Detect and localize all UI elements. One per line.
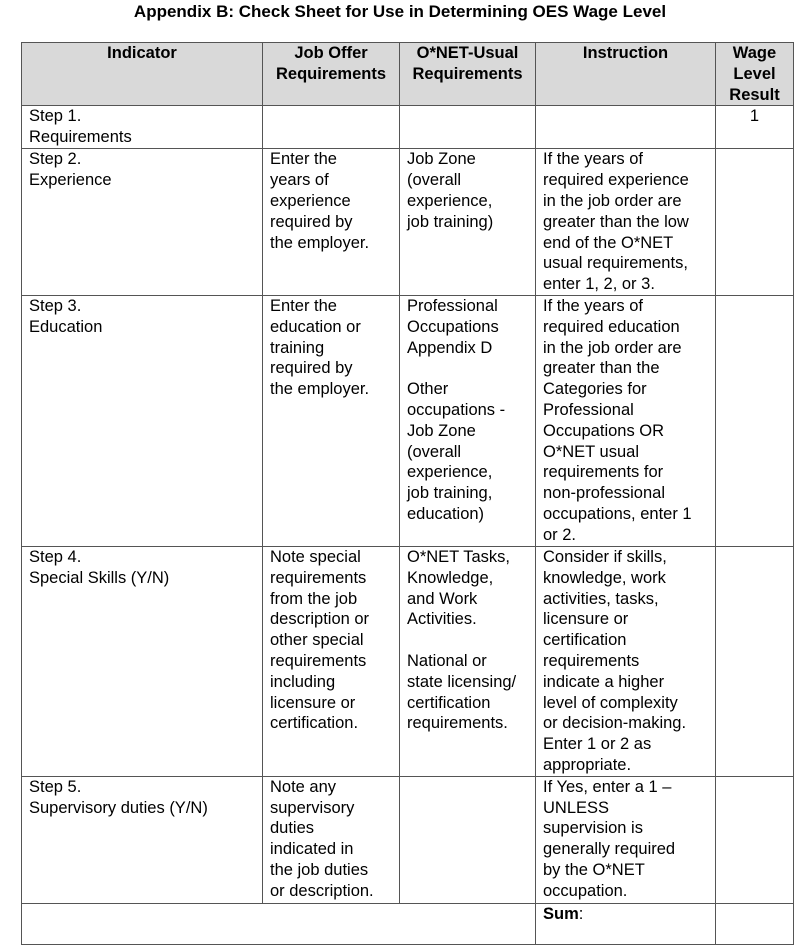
- cell-job-offer: [263, 106, 400, 149]
- cell-indicator: Step 1. Requirements: [22, 106, 263, 149]
- page-title: [0, 2, 800, 22]
- title-text: : Check Sheet for Use in Determining OES Wage Level: [228, 2, 667, 21]
- cell-onet: [400, 106, 536, 149]
- header-wage-level: Wage Level Result: [716, 43, 794, 106]
- cell-indicator: Step 5. Supervisory duties (Y/N): [22, 776, 263, 903]
- cell-wage: [716, 776, 794, 903]
- cell-indicator: Step 2. Experience: [22, 149, 263, 296]
- cell-indicator: Step 3. Education: [22, 295, 263, 546]
- cell-onet: [400, 776, 536, 903]
- cell-wage: [716, 149, 794, 296]
- cell-onet: Professional Occupations Appendix D Other occupations - Job Zone (overall experience, job training, education): [400, 295, 536, 546]
- header-instruction: Instruction: [536, 43, 716, 106]
- sum-value: [716, 903, 794, 944]
- cell-instruction: If Yes, enter a 1 – UNLESS supervision is generally required by the O*NET occupation.: [536, 776, 716, 903]
- cell-instruction: If the years of required experience in the job order are greater than the low end of the O*NET usual requirements, enter 1, 2, or 3.: [536, 149, 716, 296]
- table-row-step5: [22, 776, 794, 903]
- cell-wage: [716, 546, 794, 776]
- table-row-step3: [22, 295, 794, 546]
- header-indicator: Indicator: [22, 43, 263, 106]
- cell-wage: 1: [716, 106, 794, 149]
- wage-level-check-sheet: [21, 42, 794, 945]
- table-row-step1: [22, 106, 794, 149]
- sum-label: Sum: [543, 904, 579, 923]
- table-row-step2: [22, 149, 794, 296]
- header-job-offer: Job Offer Requirements: [263, 43, 400, 106]
- cell-instruction: Consider if skills, knowledge, work activities, tasks, licensure or certification requirements indicate a higher level of complexity or decision-making. Enter 1 or 2 as appropriate.: [536, 546, 716, 776]
- cell-job-offer: Note special requirements from the job description or other special requirements including licensure or certification.: [263, 546, 400, 776]
- sum-row-blank: [22, 903, 536, 944]
- cell-onet: O*NET Tasks, Knowledge, and Work Activities. National or state licensing/ certification requirements.: [400, 546, 536, 776]
- table-row-step4: [22, 546, 794, 776]
- cell-job-offer: Note any supervisory duties indicated in the job duties or description.: [263, 776, 400, 903]
- header-row: [22, 43, 794, 106]
- cell-indicator: Step 4. Special Skills (Y/N): [22, 546, 263, 776]
- sum-cell: [536, 903, 716, 944]
- header-onet-usual: O*NET-Usual Requirements: [400, 43, 536, 106]
- title-lead: Appendix B: [133, 2, 229, 21]
- table-row-sum: [22, 903, 794, 944]
- cell-job-offer: Enter the education or training required by the employer.: [263, 295, 400, 546]
- cell-instruction: If the years of required education in the job order are greater than the Categories for Professional Occupations OR O*NET usual requirements for non-professional occupations, enter 1 or 2.: [536, 295, 716, 546]
- sum-colon: :: [578, 904, 584, 923]
- cell-job-offer: Enter the years of experience required by the employer.: [263, 149, 400, 296]
- cell-wage: [716, 295, 794, 546]
- cell-instruction: [536, 106, 716, 149]
- cell-onet: Job Zone (overall experience, job training): [400, 149, 536, 296]
